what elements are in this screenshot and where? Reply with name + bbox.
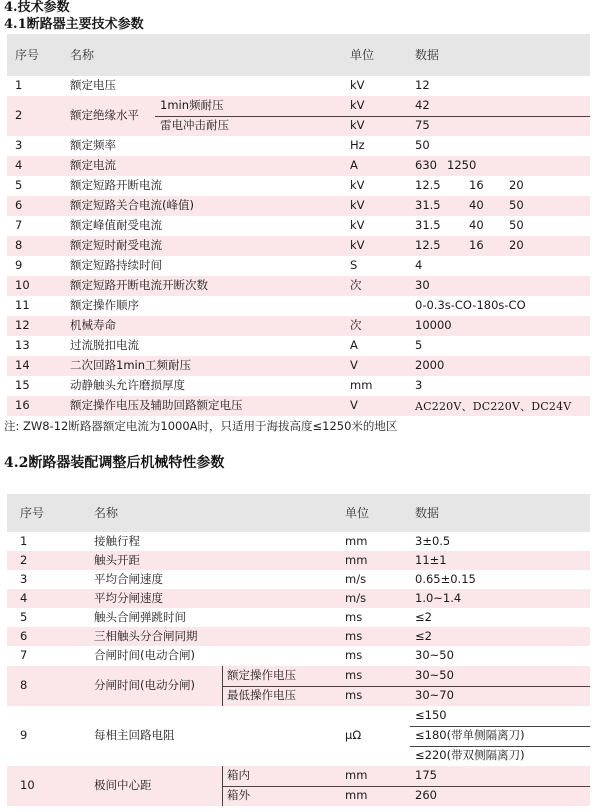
table-row bbox=[7, 551, 590, 570]
table-row bbox=[7, 666, 590, 706]
sub-row-data: 30~70 bbox=[415, 688, 454, 703]
row-name: 动静触头允许磨损厚度 bbox=[70, 378, 185, 393]
row-data: 3 bbox=[415, 378, 423, 393]
sub-row-name: 雷电冲击耐压 bbox=[160, 118, 229, 133]
row-name: 分闸时间(电动分闸) bbox=[94, 678, 195, 693]
row-value: 630 bbox=[415, 158, 437, 173]
row-data: 10000 bbox=[415, 318, 452, 333]
row-unit: ms bbox=[345, 648, 363, 663]
row-name: 平均分闸速度 bbox=[94, 590, 163, 605]
table-row bbox=[7, 236, 590, 256]
row-unit: kV bbox=[350, 78, 365, 93]
row-data: ≤2 bbox=[415, 609, 432, 624]
row-no: 12 bbox=[15, 318, 30, 333]
row-data: 11±1 bbox=[415, 552, 447, 567]
row-no: 1 bbox=[15, 78, 23, 93]
table-header bbox=[7, 34, 590, 76]
row-data: 12 bbox=[415, 78, 430, 93]
row-no: 7 bbox=[15, 218, 23, 233]
row-no: 16 bbox=[15, 398, 30, 413]
row-unit: mm bbox=[345, 552, 368, 567]
row-unit: 次 bbox=[350, 318, 362, 333]
col-header-no: 序号 bbox=[20, 506, 45, 520]
row-name: 额定频率 bbox=[70, 138, 116, 153]
row-no: 13 bbox=[15, 338, 30, 353]
table-row bbox=[7, 589, 590, 608]
row-data: 0.65±0.15 bbox=[415, 571, 476, 586]
row-no: 4 bbox=[15, 158, 23, 173]
table-row bbox=[7, 96, 590, 136]
row-no: 4 bbox=[20, 590, 28, 605]
sub-row-name: 箱外 bbox=[227, 788, 250, 803]
table-row bbox=[7, 627, 590, 646]
sub-row-data: 30~50 bbox=[415, 668, 454, 683]
col-header-name: 名称 bbox=[94, 506, 119, 520]
row-data: 30~50 bbox=[415, 648, 454, 663]
sub-row-unit: kV bbox=[350, 98, 365, 113]
table-row bbox=[7, 608, 590, 627]
col-header-data: 数据 bbox=[415, 48, 440, 62]
row-no: 3 bbox=[20, 571, 28, 586]
sub-row-unit: kV bbox=[350, 118, 365, 133]
row-data-line: ≤220(带双侧隔离刀) bbox=[415, 748, 525, 763]
row-name: 额定峰值耐受电流 bbox=[70, 218, 162, 233]
table-row bbox=[7, 336, 590, 356]
sub-row-unit: mm bbox=[345, 768, 368, 783]
row-no: 8 bbox=[15, 238, 23, 253]
row-value: 12.5 bbox=[415, 238, 441, 253]
table-row bbox=[7, 316, 590, 336]
row-name: 额定电压 bbox=[70, 78, 116, 93]
row-unit: ms bbox=[345, 609, 363, 624]
row-data: 0-0.3s-CO-180s-CO bbox=[415, 298, 526, 313]
main-parameters-table bbox=[7, 34, 590, 412]
row-value: 16 bbox=[469, 238, 484, 253]
table-row bbox=[7, 356, 590, 376]
section-heading: 4.技术参数 bbox=[4, 0, 70, 15]
row-name: 触头合闸弹跳时间 bbox=[94, 609, 186, 624]
row-no: 15 bbox=[15, 378, 30, 393]
table-row bbox=[7, 76, 590, 96]
table-row bbox=[7, 216, 590, 236]
col-header-unit: 单位 bbox=[350, 48, 375, 62]
row-unit: kV bbox=[350, 218, 365, 233]
row-name: 二次回路1min工频耐压 bbox=[70, 358, 192, 373]
row-unit: mm bbox=[345, 533, 368, 548]
row-value: 31.5 bbox=[415, 198, 441, 213]
sub-row-unit: ms bbox=[345, 668, 363, 683]
sub-row-unit: ms bbox=[345, 688, 363, 703]
row-value: 31.5 bbox=[415, 218, 441, 233]
col-header-no: 序号 bbox=[15, 48, 40, 62]
sub-row-name: 1min频耐压 bbox=[160, 98, 224, 113]
sub-row-name: 额定操作电压 bbox=[227, 668, 296, 683]
mechanical-characteristics-table bbox=[7, 494, 590, 806]
row-value: 20 bbox=[509, 178, 524, 193]
row-data: 4 bbox=[415, 258, 423, 273]
row-name: 极间中心距 bbox=[94, 778, 152, 793]
table-row bbox=[7, 706, 590, 766]
row-no: 6 bbox=[20, 628, 28, 643]
row-unit: A bbox=[350, 158, 358, 173]
row-no: 10 bbox=[20, 778, 35, 793]
row-unit: kV bbox=[350, 198, 365, 213]
row-value: 1250 bbox=[447, 158, 477, 173]
row-unit: kV bbox=[350, 178, 365, 193]
table-row bbox=[7, 376, 590, 396]
row-data-line: ≤180(带单侧隔离刀) bbox=[415, 728, 525, 743]
row-value: 12.5 bbox=[415, 178, 441, 193]
table-row bbox=[7, 256, 590, 276]
row-data: 5 bbox=[415, 338, 423, 353]
row-unit: m/s bbox=[345, 590, 367, 605]
table-row bbox=[7, 646, 590, 666]
row-no: 1 bbox=[20, 533, 28, 548]
table-row bbox=[7, 156, 590, 176]
row-data: ≤2 bbox=[415, 628, 432, 643]
row-unit: A bbox=[350, 338, 358, 353]
col-header-unit: 单位 bbox=[345, 506, 370, 520]
table-row bbox=[7, 296, 590, 316]
row-no: 6 bbox=[15, 198, 23, 213]
row-name: 额定绝缘水平 bbox=[70, 108, 139, 123]
sub-row-data: 75 bbox=[415, 118, 430, 133]
row-no: 5 bbox=[20, 609, 28, 624]
table-row bbox=[7, 176, 590, 196]
row-value: 40 bbox=[469, 198, 484, 213]
row-no: 11 bbox=[15, 298, 30, 313]
row-name: 额定短路开断电流开断次数 bbox=[70, 278, 208, 293]
table-row bbox=[7, 766, 590, 806]
row-unit: S bbox=[350, 258, 358, 273]
table-row bbox=[7, 532, 590, 551]
row-unit: μΩ bbox=[345, 728, 362, 743]
sub-row-name: 最低操作电压 bbox=[227, 688, 296, 703]
row-name: 机械寿命 bbox=[70, 318, 116, 333]
row-data: 3±0.5 bbox=[415, 533, 451, 548]
table-row bbox=[7, 276, 590, 296]
row-unit: kV bbox=[350, 238, 365, 253]
row-no: 5 bbox=[15, 178, 23, 193]
table-note: 注: ZW8-12断路器额定电流为1000A时，只适用于海拔高度≤1250米的地区 bbox=[4, 419, 398, 433]
row-no: 9 bbox=[20, 728, 28, 743]
row-value: 40 bbox=[469, 218, 484, 233]
row-value: 16 bbox=[469, 178, 484, 193]
row-name: 额定操作电压及辅助回路额定电压 bbox=[70, 398, 243, 413]
row-name: 额定短路持续时间 bbox=[70, 258, 162, 273]
row-name: 额定电流 bbox=[70, 158, 116, 173]
row-no: 2 bbox=[15, 108, 23, 123]
row-data: 1.0~1.4 bbox=[415, 590, 462, 605]
row-name: 三相触头分合闸同期 bbox=[94, 628, 198, 643]
table-row bbox=[7, 570, 590, 589]
row-unit: V bbox=[350, 398, 358, 413]
table-row bbox=[7, 196, 590, 216]
table-row bbox=[7, 136, 590, 156]
sub-row-name: 箱内 bbox=[227, 768, 250, 783]
col-header-name: 名称 bbox=[70, 48, 95, 62]
row-name: 额定操作顺序 bbox=[70, 298, 139, 313]
row-no: 2 bbox=[20, 552, 28, 567]
row-unit: ms bbox=[345, 628, 363, 643]
sub-row-data: 42 bbox=[415, 98, 430, 113]
sub-row-unit: mm bbox=[345, 788, 368, 803]
row-unit: V bbox=[350, 358, 358, 373]
row-name: 合闸时间(电动合闸) bbox=[94, 648, 195, 663]
row-unit: Hz bbox=[350, 138, 365, 153]
table1-heading: 4.1断路器主要技术参数 bbox=[4, 17, 144, 32]
row-no: 7 bbox=[20, 648, 28, 663]
row-value: 20 bbox=[509, 238, 524, 253]
row-no: 3 bbox=[15, 138, 23, 153]
row-no: 8 bbox=[20, 678, 28, 693]
table-row bbox=[7, 396, 590, 416]
row-name: 触头开距 bbox=[94, 552, 140, 567]
col-header-data: 数据 bbox=[415, 506, 440, 520]
row-name: 平均合闸速度 bbox=[94, 571, 163, 586]
row-no: 10 bbox=[15, 278, 30, 293]
row-name: 接触行程 bbox=[94, 533, 140, 548]
row-name: 额定短路关合电流(峰值) bbox=[70, 198, 194, 213]
row-value: 50 bbox=[509, 198, 524, 213]
row-name: 每相主回路电阻 bbox=[94, 728, 175, 743]
row-data-line: ≤150 bbox=[415, 708, 447, 723]
row-no: 14 bbox=[15, 358, 30, 373]
sub-row-data: 260 bbox=[415, 788, 437, 803]
row-name: 过流脱扣电流 bbox=[70, 338, 139, 353]
row-value: 50 bbox=[509, 218, 524, 233]
sub-row-data: 175 bbox=[415, 768, 437, 783]
row-data: AC220V、DC220V、DC24V bbox=[415, 399, 572, 413]
row-name: 额定短时耐受电流 bbox=[70, 238, 162, 253]
table-header bbox=[7, 494, 590, 532]
row-no: 9 bbox=[15, 258, 23, 273]
row-data: 50 bbox=[415, 138, 430, 153]
row-unit: mm bbox=[350, 378, 373, 393]
table2-heading: 4.2断路器装配调整后机械特性参数 bbox=[4, 455, 225, 471]
row-unit: m/s bbox=[345, 571, 367, 586]
row-name: 额定短路开断电流 bbox=[70, 178, 162, 193]
row-data: 30 bbox=[415, 278, 430, 293]
row-unit: 次 bbox=[350, 278, 362, 293]
row-data: 2000 bbox=[415, 358, 445, 373]
